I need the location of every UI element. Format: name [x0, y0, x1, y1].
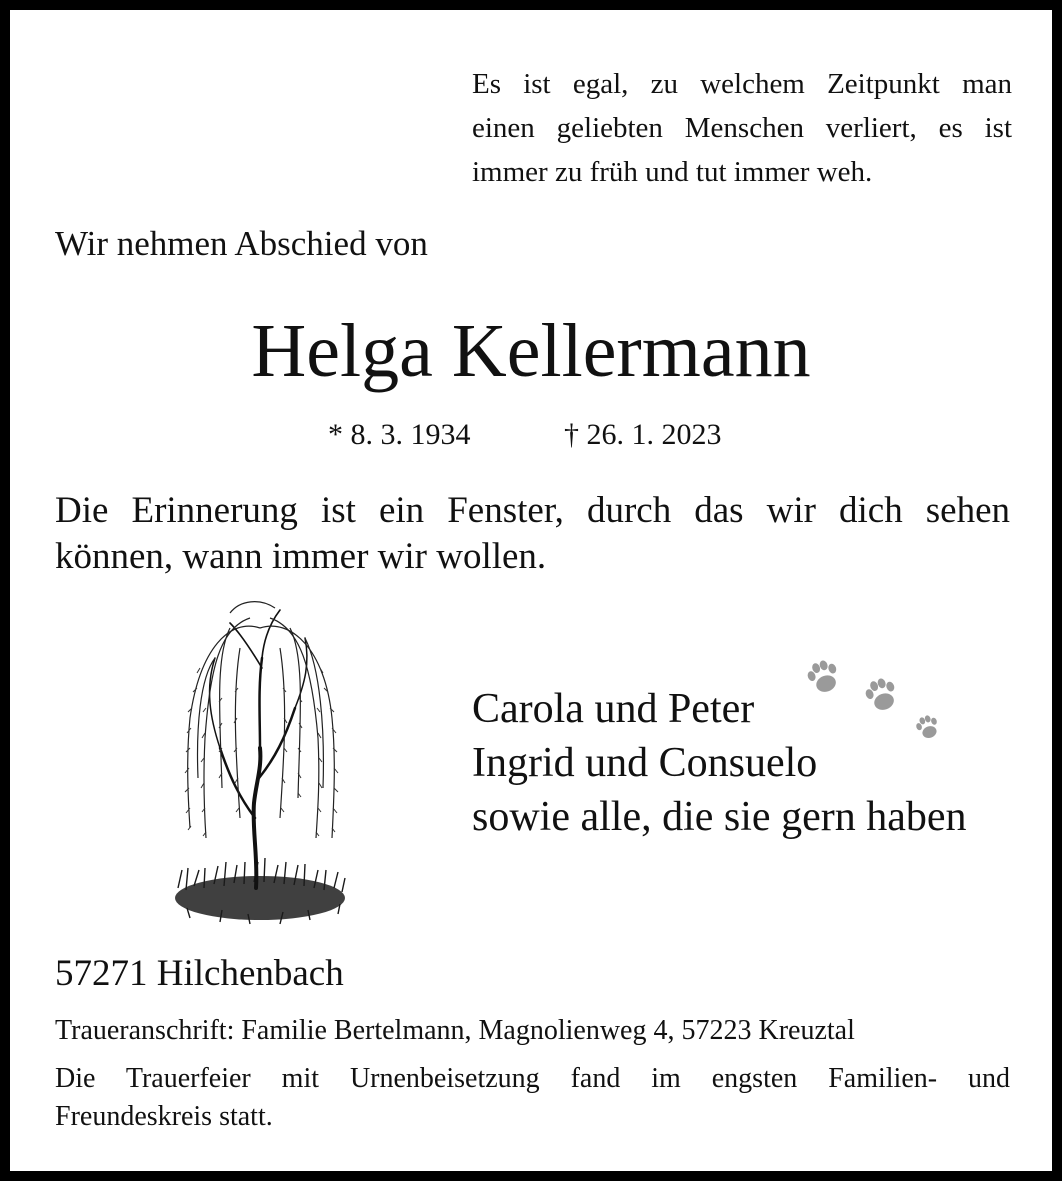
quote-line: Es ist egal, zu welchem Zeitpunkt man: [472, 68, 1012, 100]
mourner-line: Ingrid und Consuelo: [472, 740, 818, 786]
quote-line: einen geliebten Menschen verliert, es ist: [472, 112, 1012, 144]
memory-verse: [55, 488, 1010, 580]
death-date: † 26. 1. 2023: [564, 418, 722, 451]
ceremony-line: Die Trauerfeier mit Urnenbeisetzung fand im engsten Familien- und: [55, 1063, 1010, 1094]
memory-line: Die Erinnerung ist ein Fenster, durch das wir dich sehen: [55, 490, 1010, 531]
mourner-line: Carola und Peter: [472, 686, 755, 732]
quote-line: immer zu früh und tut immer weh.: [472, 156, 873, 188]
opening-quote: [472, 62, 1012, 194]
mourners-list: [472, 682, 966, 844]
city-line: 57271 Hilchenbach: [55, 953, 344, 994]
deceased-name: Helga Kellermann: [251, 309, 811, 393]
farewell-intro: Wir nehmen Abschied von: [55, 224, 428, 263]
birth-date: * 8. 3. 1934: [328, 418, 471, 451]
mourning-address: Traueranschrift: Familie Bertelmann, Magnolienweg 4, 57223 Kreuztal: [55, 1015, 855, 1046]
weeping-willow-icon: [160, 588, 360, 938]
ceremony-note: [55, 1060, 1010, 1136]
memory-line: können, wann immer wir wollen.: [55, 536, 547, 577]
mourner-line: sowie alle, die sie gern haben: [472, 794, 967, 840]
ceremony-line: Freundeskreis statt.: [55, 1101, 273, 1132]
